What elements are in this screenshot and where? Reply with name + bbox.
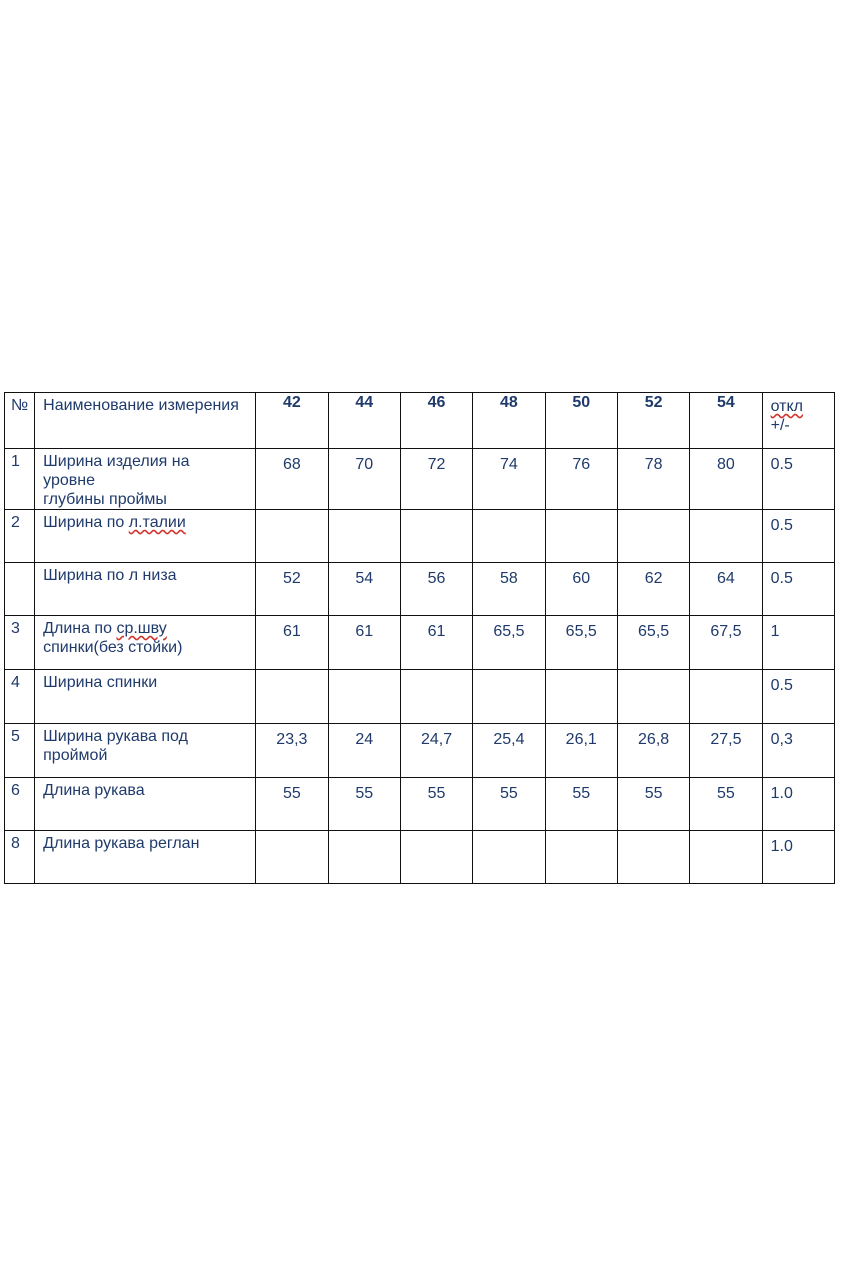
row-measurement-name [35, 449, 256, 510]
value-size-54: 27,5 [690, 724, 762, 778]
table-row [5, 831, 835, 884]
value-size-52 [617, 831, 689, 884]
row-number [5, 563, 35, 616]
tolerance-value: 0.5 [762, 510, 834, 563]
value-size-46: 24,7 [400, 724, 472, 778]
row-measurement-name [35, 724, 256, 778]
header-tolerance [762, 393, 834, 449]
measurement-name-line [43, 781, 251, 800]
header-row [5, 393, 835, 449]
value-size-46 [400, 831, 472, 884]
value-size-48 [473, 510, 545, 563]
value-size-48: 25,4 [473, 724, 545, 778]
value-size-50: 26,1 [545, 724, 617, 778]
row-measurement-name [35, 510, 256, 563]
measurement-name-line [43, 471, 251, 490]
value-size-54: 55 [690, 778, 762, 831]
value-size-54 [690, 831, 762, 884]
value-size-52 [617, 670, 689, 724]
value-size-50 [545, 831, 617, 884]
value-size-46: 56 [400, 563, 472, 616]
row-measurement-name [35, 831, 256, 884]
table-row [5, 616, 835, 670]
measurement-name-text: Длина рукава [43, 782, 145, 799]
table-row [5, 449, 835, 510]
row-measurement-name [35, 670, 256, 724]
tolerance-value: 0.5 [762, 670, 834, 724]
value-size-42 [256, 831, 328, 884]
measurement-name-text: л.талии [128, 514, 186, 531]
value-size-46: 61 [400, 616, 472, 670]
value-size-44: 61 [328, 616, 400, 670]
table-row [5, 724, 835, 778]
header-tolerance-label: откл [770, 398, 803, 415]
value-size-44 [328, 510, 400, 563]
table-row [5, 670, 835, 724]
value-size-42: 23,3 [256, 724, 328, 778]
header-number: № [5, 393, 35, 449]
value-size-44: 54 [328, 563, 400, 616]
value-size-52: 55 [617, 778, 689, 831]
table-row [5, 510, 835, 563]
value-size-50 [545, 670, 617, 724]
measurement-name-line [43, 746, 251, 765]
row-number: 4 [5, 670, 35, 724]
measurement-name-line [43, 727, 251, 746]
value-size-46: 55 [400, 778, 472, 831]
value-size-48 [473, 670, 545, 724]
tolerance-value: 0.5 [762, 449, 834, 510]
header-size-44: 44 [328, 393, 400, 449]
measurement-name-text: Ширина изделия на [43, 453, 190, 470]
measurement-name-line [43, 673, 251, 692]
measurement-name-text: спинки(без стойки) [43, 639, 183, 656]
value-size-50: 76 [545, 449, 617, 510]
value-size-42: 52 [256, 563, 328, 616]
row-measurement-name [35, 616, 256, 670]
value-size-52: 65,5 [617, 616, 689, 670]
header-size-42: 42 [256, 393, 328, 449]
measurement-name-text: проймой [43, 747, 108, 764]
header-size-50: 50 [545, 393, 617, 449]
measurement-name-line [43, 452, 251, 471]
measurement-name-text: Ширина спинки [43, 674, 158, 691]
value-size-54 [690, 670, 762, 724]
measurement-name-text: глубины проймы [43, 491, 167, 508]
tolerance-value: 0,3 [762, 724, 834, 778]
size-chart-table [4, 392, 835, 884]
measurement-name-text: ср.шву [116, 620, 167, 637]
value-size-52 [617, 510, 689, 563]
value-size-44: 24 [328, 724, 400, 778]
value-size-42 [256, 510, 328, 563]
table-row [5, 778, 835, 831]
measurement-name-text: Ширина рукава под [43, 728, 188, 745]
measurement-name-text: Длина рукава реглан [43, 835, 200, 852]
value-size-42: 68 [256, 449, 328, 510]
header-size-54: 54 [690, 393, 762, 449]
value-size-48: 74 [473, 449, 545, 510]
measurement-name-text: Длина по [43, 620, 117, 637]
value-size-50 [545, 510, 617, 563]
row-number: 6 [5, 778, 35, 831]
value-size-52: 62 [617, 563, 689, 616]
tolerance-value: 1.0 [762, 831, 834, 884]
value-size-42: 61 [256, 616, 328, 670]
value-size-44 [328, 831, 400, 884]
value-size-48 [473, 831, 545, 884]
value-size-42 [256, 670, 328, 724]
value-size-46: 72 [400, 449, 472, 510]
row-number: 1 [5, 449, 35, 510]
row-number: 2 [5, 510, 35, 563]
value-size-52: 26,8 [617, 724, 689, 778]
value-size-50: 65,5 [545, 616, 617, 670]
value-size-42: 55 [256, 778, 328, 831]
row-measurement-name [35, 563, 256, 616]
value-size-48: 65,5 [473, 616, 545, 670]
value-size-54 [690, 510, 762, 563]
measurement-name-line [43, 638, 251, 657]
value-size-54: 80 [690, 449, 762, 510]
value-size-50: 60 [545, 563, 617, 616]
value-size-54: 67,5 [690, 616, 762, 670]
measurement-name-text: уровне [43, 472, 95, 489]
header-size-52: 52 [617, 393, 689, 449]
value-size-48: 55 [473, 778, 545, 831]
table-row [5, 563, 835, 616]
tolerance-value: 1.0 [762, 778, 834, 831]
header-size-48: 48 [473, 393, 545, 449]
value-size-44: 70 [328, 449, 400, 510]
row-number: 5 [5, 724, 35, 778]
measurement-name-line [43, 490, 251, 509]
measurement-name-text: Ширина по [43, 514, 129, 531]
header-measurement-name: Наименование измерения [35, 393, 256, 449]
value-size-44 [328, 670, 400, 724]
value-size-48: 58 [473, 563, 545, 616]
value-size-46 [400, 510, 472, 563]
header-size-46: 46 [400, 393, 472, 449]
tolerance-value: 0.5 [762, 563, 834, 616]
value-size-50: 55 [545, 778, 617, 831]
tolerance-value: 1 [762, 616, 834, 670]
row-measurement-name [35, 778, 256, 831]
measurement-name-line [43, 834, 251, 853]
measurement-name-line [43, 513, 251, 532]
value-size-44: 55 [328, 778, 400, 831]
row-number: 8 [5, 831, 35, 884]
header-tolerance-sign: +/- [770, 417, 790, 434]
value-size-52: 78 [617, 449, 689, 510]
value-size-46 [400, 670, 472, 724]
row-number: 3 [5, 616, 35, 670]
value-size-54: 64 [690, 563, 762, 616]
measurement-name-text: Ширина по л низа [43, 567, 177, 584]
measurement-name-line [43, 566, 251, 585]
measurement-name-line [43, 619, 251, 638]
